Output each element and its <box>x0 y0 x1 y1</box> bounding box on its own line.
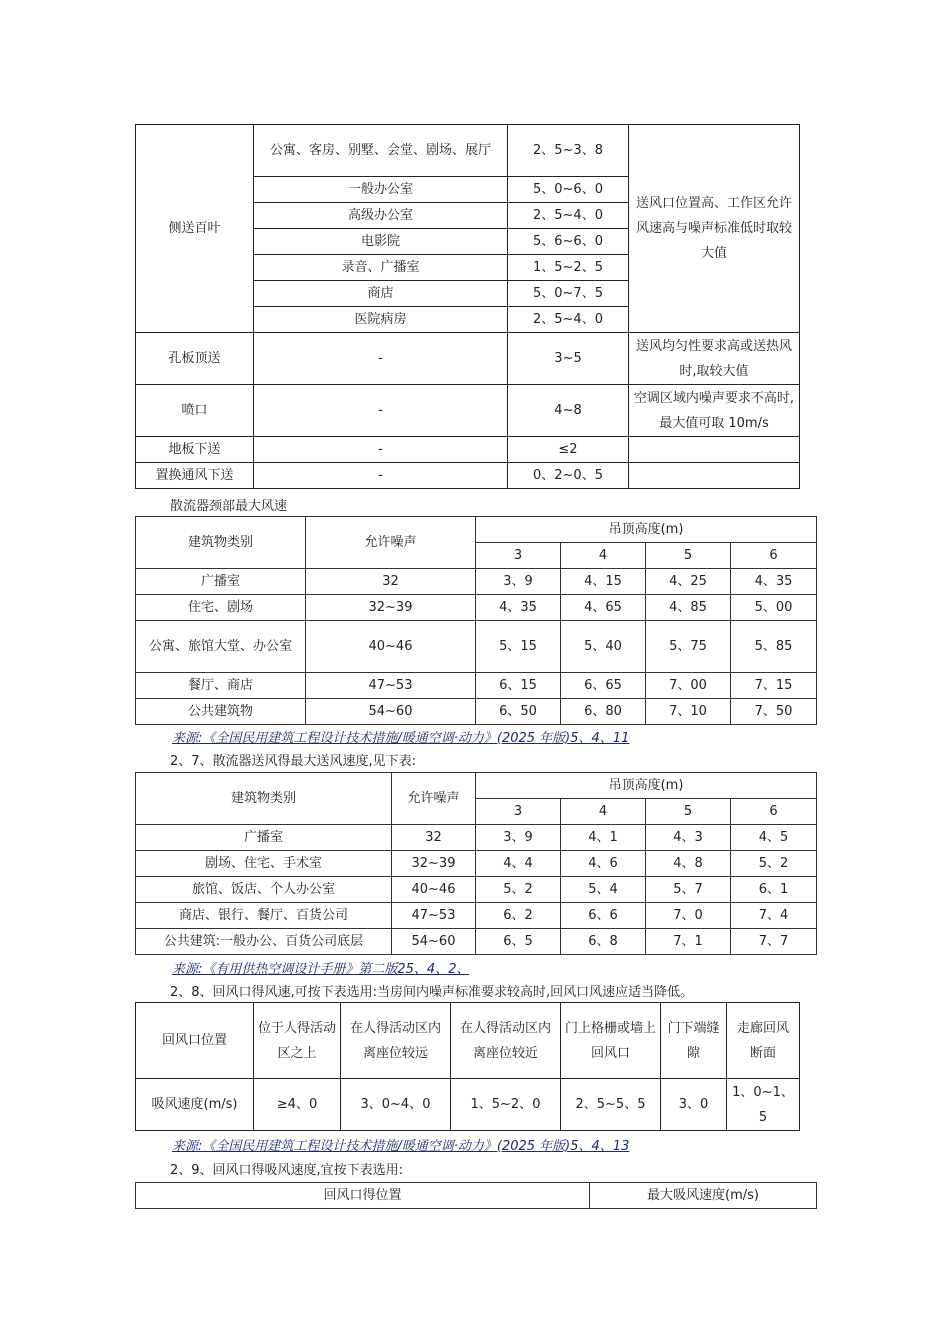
table-cell: 5、2 <box>476 877 561 903</box>
paragraph-2-7: 2、7、散流器送风得最大送风速度,见下表: <box>170 754 417 769</box>
table-cell: 2、5~4、0 <box>508 307 629 333</box>
paragraph-2-9: 2、9、回风口得吸风速度,宜按下表选用: <box>170 1163 404 1178</box>
table-cell: 公共建筑:一般办公、百货公司底层 <box>136 929 392 955</box>
table-cell: 6、8 <box>561 929 646 955</box>
table-row <box>136 825 817 851</box>
height-4: 4 <box>561 543 646 569</box>
table-cell: 4、1 <box>561 825 646 851</box>
table-cell: 6、65 <box>561 673 646 699</box>
table-cell: 医院病房 <box>254 307 508 333</box>
table-cell: 3、9 <box>476 569 561 595</box>
header-position: 回风口得位置 <box>136 1183 590 1209</box>
table-cell: 6、2 <box>476 903 561 929</box>
table-cell: 孔板顶送 <box>136 333 254 385</box>
header-cell: 在人得活动区内离座位较近 <box>451 1003 561 1079</box>
height-3: 3 <box>476 543 561 569</box>
return-air-velocity-table <box>135 1002 800 1131</box>
header-cell: 在人得活动区内离座位较远 <box>341 1003 451 1079</box>
table-cell: 4、35 <box>476 595 561 621</box>
table-cell: 7、00 <box>646 673 731 699</box>
table-cell: 3、0 <box>661 1079 727 1131</box>
table-cell: 32 <box>306 569 476 595</box>
return-air-max-velocity-table <box>135 1182 817 1209</box>
table-cell: 6、80 <box>561 699 646 725</box>
header-max-velocity: 最大吸风速度(m/s) <box>590 1183 817 1209</box>
source-note: 来源:《有用供热空调设计手册》第二版25、4、2、 <box>172 962 470 977</box>
table-cell: 置换通风下送 <box>136 463 254 489</box>
table-cell: 公寓、客房、别墅、会堂、剧场、展厅 <box>254 125 508 177</box>
table-cell: 3~5 <box>508 333 629 385</box>
height-3: 3 <box>476 799 561 825</box>
table-row <box>136 595 817 621</box>
table-cell: 录音、广播室 <box>254 255 508 281</box>
source-note: 来源:《全国民用建筑工程设计技术措施/暖通空调·动力》(2025 年版)5、4、13 <box>172 1139 630 1154</box>
table-cell: 6、15 <box>476 673 561 699</box>
table-cell: 5、7 <box>646 877 731 903</box>
header-cell: 走廊回风断面 <box>727 1003 800 1079</box>
table-cell: 4~8 <box>508 385 629 437</box>
table-cell: 7、10 <box>646 699 731 725</box>
table-cell: 4、5 <box>731 825 817 851</box>
table-cell: 32~39 <box>392 851 476 877</box>
table-cell: 4、4 <box>476 851 561 877</box>
table-cell: 7、4 <box>731 903 817 929</box>
table-row <box>136 569 817 595</box>
height-6: 6 <box>731 799 817 825</box>
table-cell: 4、15 <box>561 569 646 595</box>
table-cell: 32 <box>392 825 476 851</box>
table-cell: 空调区域内噪声要求不高时,最大值可取 10m/s <box>629 385 800 437</box>
table-cell: 6、6 <box>561 903 646 929</box>
supply-velocity-table <box>135 124 800 489</box>
table-cell: ≤2 <box>508 437 629 463</box>
table-cell: 4、8 <box>646 851 731 877</box>
table-cell: - <box>254 463 508 489</box>
table-cell: 5、85 <box>731 621 817 673</box>
table-cell: 1、0~1、5 <box>727 1079 800 1131</box>
table-cell: 47~53 <box>306 673 476 699</box>
table-cell: 7、0 <box>646 903 731 929</box>
table-cell: 1、5~2、5 <box>508 255 629 281</box>
table-cell: 3、9 <box>476 825 561 851</box>
table-cell: 32~39 <box>306 595 476 621</box>
table-cell: 广播室 <box>136 569 306 595</box>
diffuser-neck-velocity-table <box>135 516 817 725</box>
table-cell: 2、5~3、8 <box>508 125 629 177</box>
header-height: 吊顶高度(m) <box>476 517 817 543</box>
table-cell: 喷口 <box>136 385 254 437</box>
table-cell: 商店 <box>254 281 508 307</box>
diffuser-max-velocity-table <box>135 772 817 955</box>
paragraph-2-8: 2、8、回风口得风速,可按下表选用:当房间内噪声标准要求较高时,回风口风速应适当降低。 <box>170 985 694 1000</box>
table-cell: 商店、银行、餐厅、百货公司 <box>136 903 392 929</box>
table-cell: 6、50 <box>476 699 561 725</box>
table-cell: 2、5~5、5 <box>561 1079 661 1131</box>
row-label: 吸风速度(m/s) <box>136 1079 254 1131</box>
table-cell: 5、15 <box>476 621 561 673</box>
header-building: 建筑物类别 <box>136 517 306 569</box>
table-cell: 送风均匀性要求高或送热风时,取较大值 <box>629 333 800 385</box>
table-cell: 40~46 <box>392 877 476 903</box>
table-cell: 餐厅、商店 <box>136 673 306 699</box>
table-cell: 40~46 <box>306 621 476 673</box>
table-cell: 4、65 <box>561 595 646 621</box>
source-note: 来源:《全国民用建筑工程设计技术措施/暖通空调·动力》(2025 年版)5、4、11 <box>172 731 630 746</box>
table-cell: 5、0~7、5 <box>508 281 629 307</box>
table-row <box>136 673 817 699</box>
height-5: 5 <box>646 799 731 825</box>
table-cell: - <box>254 333 508 385</box>
table-cell: - <box>254 385 508 437</box>
table-cell: 一般办公室 <box>254 177 508 203</box>
table-row <box>136 699 817 725</box>
table-cell: 47~53 <box>392 903 476 929</box>
table-cell: 2、5~4、0 <box>508 203 629 229</box>
table-row <box>136 621 817 673</box>
table-cell: 5、4 <box>561 877 646 903</box>
table-cell: 5、00 <box>731 595 817 621</box>
table-cell: 高级办公室 <box>254 203 508 229</box>
table-cell: 5、6~6、0 <box>508 229 629 255</box>
header-noise: 允许噪声 <box>306 517 476 569</box>
table-row <box>136 929 817 955</box>
table-cell: 旅馆、饭店、个人办公室 <box>136 877 392 903</box>
table-cell: 4、6 <box>561 851 646 877</box>
table-cell: 7、15 <box>731 673 817 699</box>
table-row <box>136 877 817 903</box>
height-6: 6 <box>731 543 817 569</box>
table-cell: 1、5~2、0 <box>451 1079 561 1131</box>
header-height: 吊顶高度(m) <box>476 773 817 799</box>
table-cell: 4、3 <box>646 825 731 851</box>
table-row <box>136 851 817 877</box>
table-cell <box>629 463 800 489</box>
table-cell: 7、50 <box>731 699 817 725</box>
header-noise: 允许噪声 <box>392 773 476 825</box>
table-cell: 电影院 <box>254 229 508 255</box>
table-cell: 3、0~4、0 <box>341 1079 451 1131</box>
table-cell: 5、40 <box>561 621 646 673</box>
header-cell: 门上格栅或墙上回风口 <box>561 1003 661 1079</box>
table-cell: 公共建筑物 <box>136 699 306 725</box>
table-cell: 5、2 <box>731 851 817 877</box>
table-cell: 4、85 <box>646 595 731 621</box>
table-cell: 5、0~6、0 <box>508 177 629 203</box>
table-cell <box>629 437 800 463</box>
table2-caption: 散流器颈部最大风速 <box>170 499 288 514</box>
header-building: 建筑物类别 <box>136 773 392 825</box>
table-cell: 6、1 <box>731 877 817 903</box>
table-cell: 4、35 <box>731 569 817 595</box>
table-cell: 公寓、旅馆大堂、办公室 <box>136 621 306 673</box>
table-cell: 住宅、剧场 <box>136 595 306 621</box>
table-cell: 0、2~0、5 <box>508 463 629 489</box>
table-cell: 54~60 <box>306 699 476 725</box>
table-cell: ≥4、0 <box>254 1079 341 1131</box>
height-5: 5 <box>646 543 731 569</box>
table-cell: 7、1 <box>646 929 731 955</box>
table-cell: 6、5 <box>476 929 561 955</box>
table-cell: 5、75 <box>646 621 731 673</box>
header-cell: 回风口位置 <box>136 1003 254 1079</box>
table-cell: 7、7 <box>731 929 817 955</box>
group-label: 侧送百叶 <box>136 125 254 333</box>
table-row <box>136 903 817 929</box>
height-4: 4 <box>561 799 646 825</box>
table-cell: 剧场、住宅、手术室 <box>136 851 392 877</box>
table-cell: 54~60 <box>392 929 476 955</box>
table-cell: - <box>254 437 508 463</box>
header-cell: 位于人得活动区之上 <box>254 1003 341 1079</box>
group-note: 送风口位置高、工作区允许风速高与噪声标准低时取较大值 <box>629 125 800 333</box>
table-cell: 广播室 <box>136 825 392 851</box>
table-cell: 地板下送 <box>136 437 254 463</box>
table-cell: 4、25 <box>646 569 731 595</box>
header-cell: 门下端缝隙 <box>661 1003 727 1079</box>
